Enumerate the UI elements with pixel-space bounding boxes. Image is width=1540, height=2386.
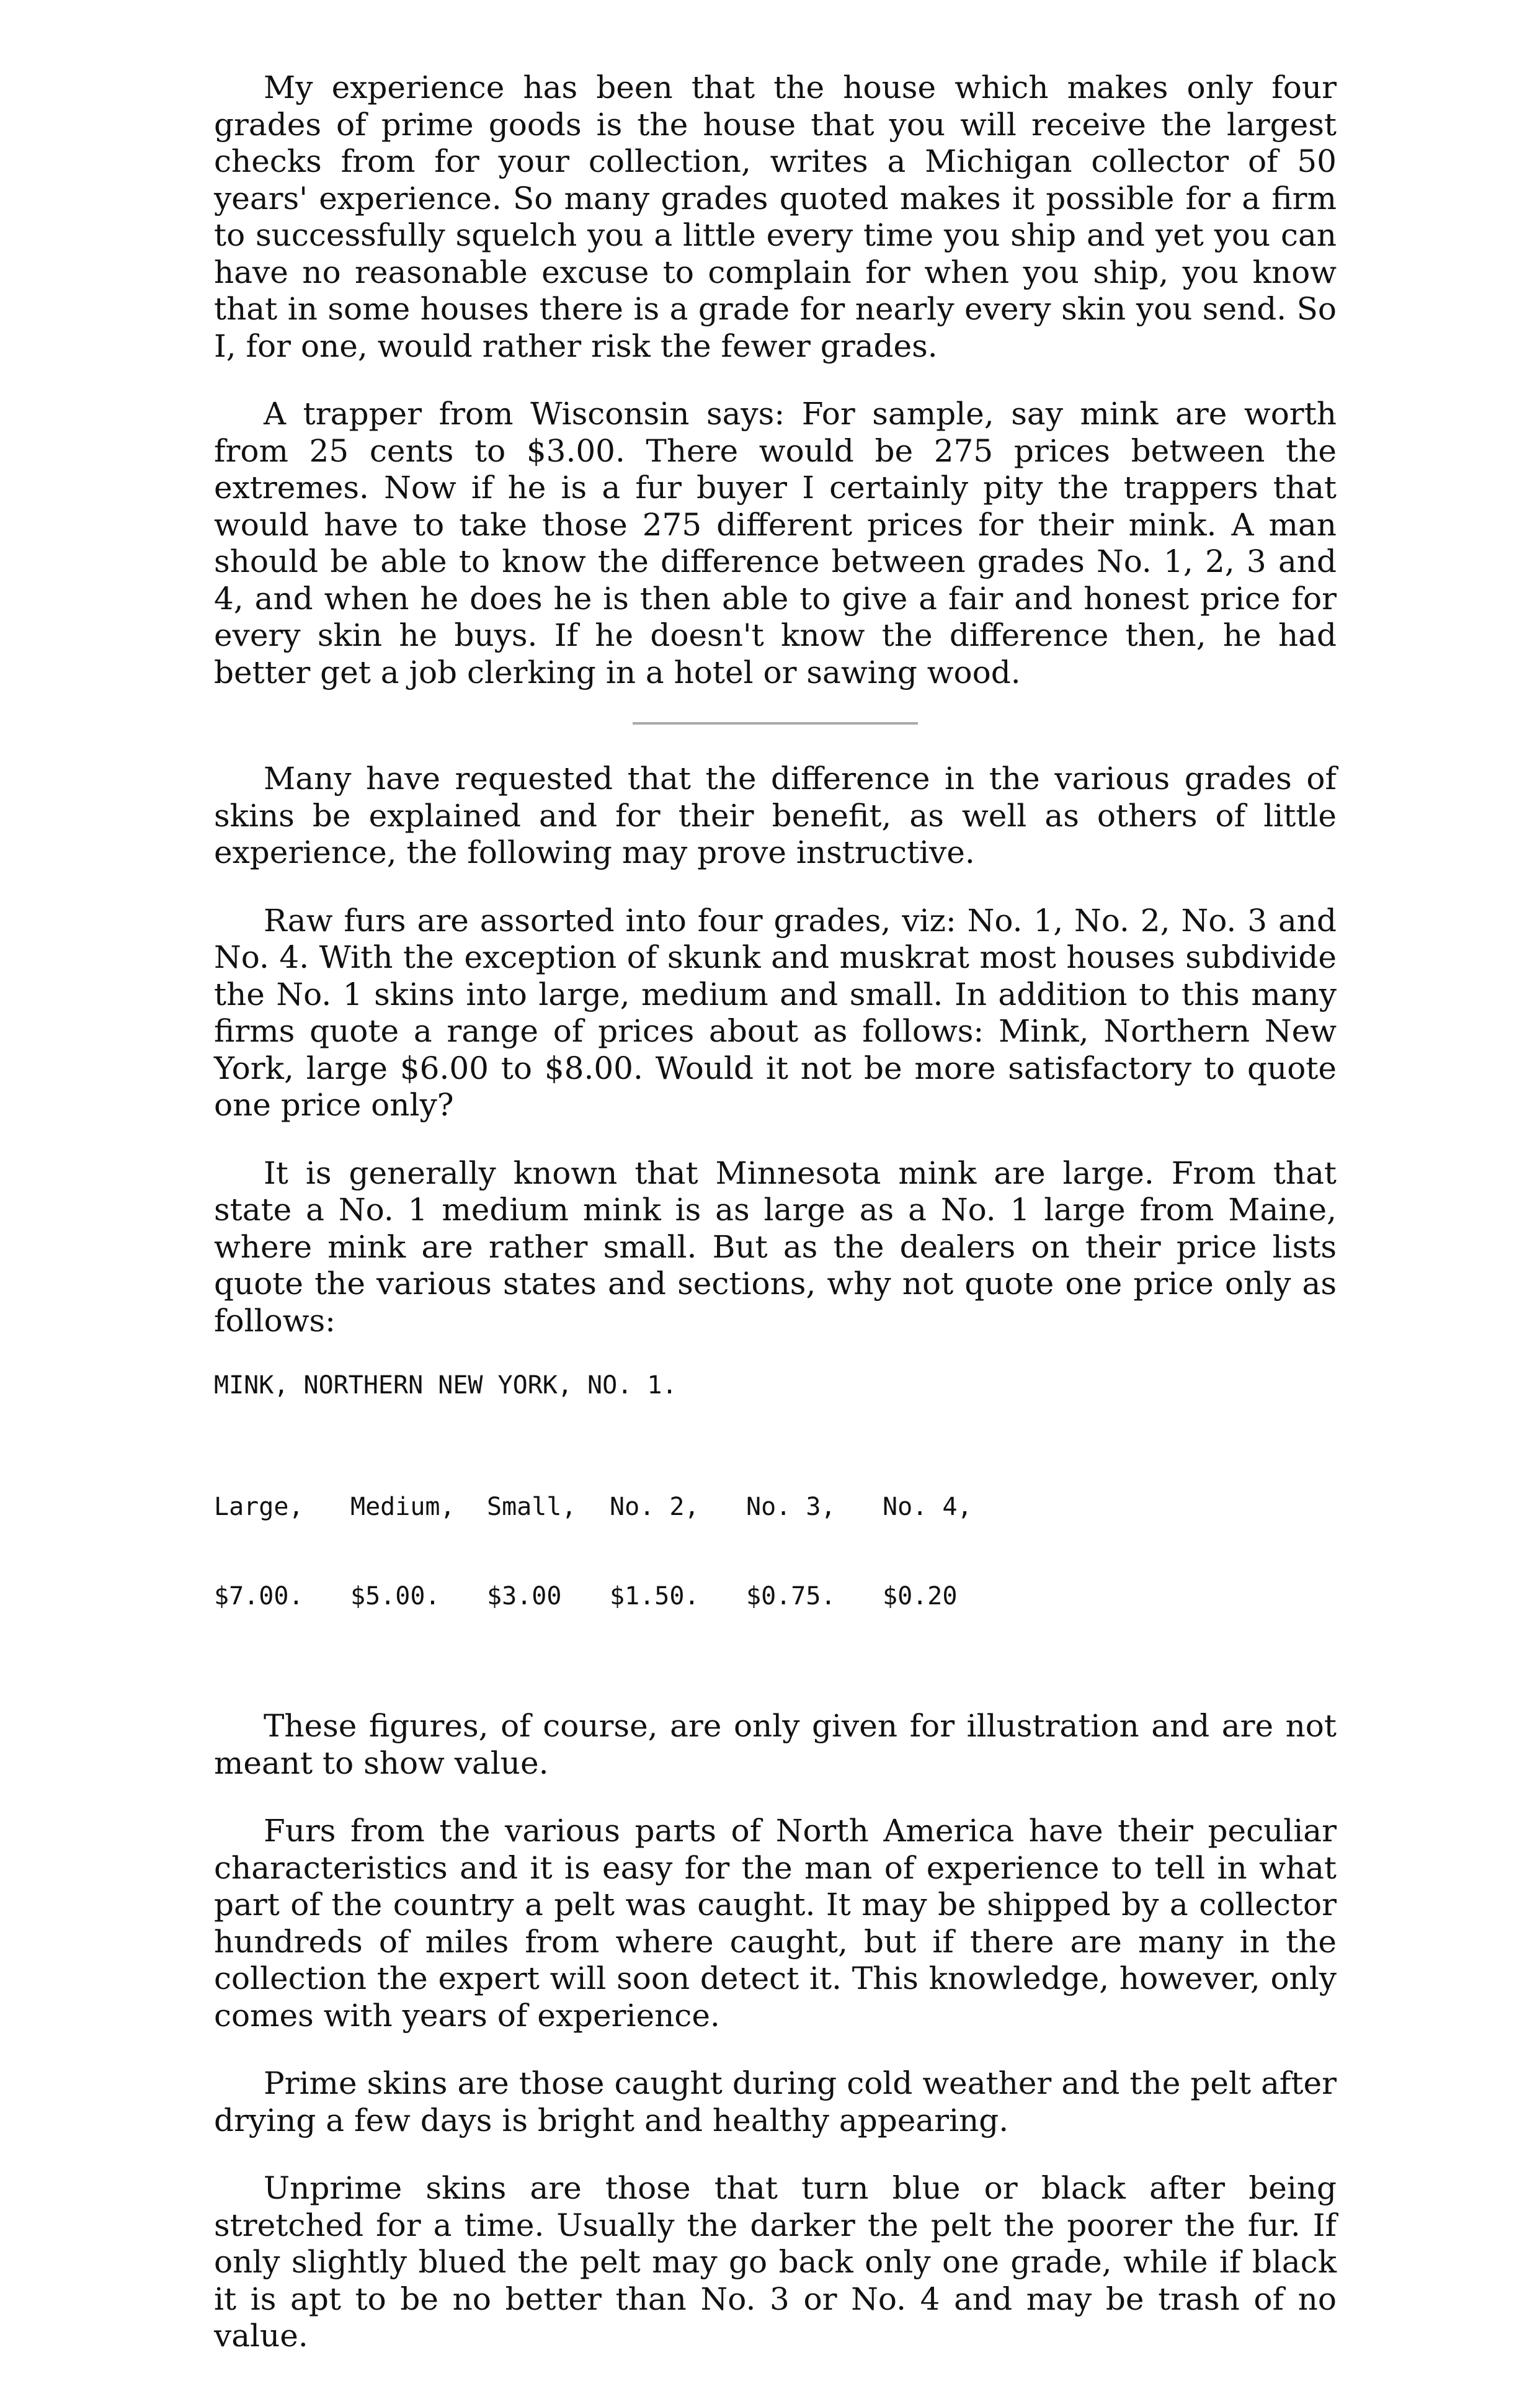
price-label-large: Large, xyxy=(214,1493,304,1521)
price-table xyxy=(214,1432,1337,1671)
paragraph-raw-fur-grades: Raw furs are assorted into four grades, viz: No. 1, No. 2, No. 3 and No. 4. With the exception of skunk and muskrat most houses subdivide the No. 1 skins into large, medium and small. In addition to this many firms quote a range of prices about as follows: Mink, Northern New York, large $6.00 to $8.00. Would it not be more satisfactory to quote one price only? xyxy=(214,902,1337,1123)
paragraph-wisconsin-trapper: A trapper from Wisconsin says: For sample, say mink are worth from 25 cents to $3.00. There would be 275 prices between the extremes. Now if he is a fur buyer I certainly pity the trappers that would have to take those 275 different prices for their mink. A man should be able to know the difference between grades No. 1, 2, 3 and 4, and when he does he is then able to give a fair and honest price for every skin he buys. If he doesn't know the difference then, he had better get a job clerking in a hotel or sawing wood. xyxy=(214,396,1337,690)
paragraph-michigan-collector: My experience has been that the house which makes only four grades of prime goods is the house that you will receive the largest checks from for your collection, writes a Michigan collector of 50 years' experience. So many grades quoted makes it possible for a firm to successfully squelch you a little every time you ship and yet you can have no reasonable excuse to complain for when you ship, you know that in some houses there is a grade for nearly every skin you send. So I, for one, would rather risk the fewer grades. xyxy=(214,69,1337,364)
price-label-no3: No. 3, xyxy=(746,1493,836,1521)
paragraph-regional-characteristics: Furs from the various parts of North America have their peculiar characteristics and it is easy for the man of experience to tell in what part of the country a pelt was caught. It may be shipped by a collector hundreds of miles from where caught, but if there are many in the collection the expert will soon detect it. This knowledge, however, only comes with years of experience. xyxy=(214,1813,1337,2034)
document-page xyxy=(214,69,1337,2386)
price-value-no4: $0.20 xyxy=(883,1582,958,1611)
price-value-large: $7.00. xyxy=(214,1582,304,1611)
price-label-small: Small, xyxy=(487,1493,577,1521)
price-label-no2: No. 2, xyxy=(610,1493,700,1521)
paragraph-grades-intro: Many have requested that the difference in the various grades of skins be explained and for their benefit, as well as others of little experience, the following may prove instructive. xyxy=(214,761,1337,870)
price-value-no3: $0.75. xyxy=(746,1582,836,1611)
price-table-labels-row xyxy=(214,1492,1337,1522)
paragraph-unprime-skins: Unprime skins are those that turn blue or black after being stretched for a time. Usually the darker the pelt the poorer the fur. If only slightly blued the pelt may go back only one grade, while if black it is apt to be no better than No. 3 or No. 4 and may be trash of no value. xyxy=(214,2170,1337,2354)
price-value-medium: $5.00. xyxy=(350,1582,440,1611)
paragraph-minnesota-mink: It is generally known that Minnesota mink are large. From that state a No. 1 medium mink is as large as a No. 1 large from Maine, where mink are rather small. But as the dealers on their price lists quote the various states and sections, why not quote one price only as follows: xyxy=(214,1155,1337,1339)
price-value-no2: $1.50. xyxy=(610,1582,700,1611)
price-table-heading: MINK, NORTHERN NEW YORK, NO. 1. xyxy=(214,1371,677,1400)
section-divider xyxy=(633,722,918,725)
price-value-small: $3.00 xyxy=(487,1582,562,1611)
paragraph-prime-skins: Prime skins are those caught during cold weather and the pelt after drying a few days is bright and healthy appearing. xyxy=(214,2065,1337,2138)
price-label-medium: Medium, xyxy=(350,1493,455,1521)
price-label-no4: No. 4, xyxy=(883,1493,973,1521)
paragraph-illustration-note: These figures, of course, are only given for illustration and are not meant to show value. xyxy=(214,1708,1337,1781)
price-table-values-row xyxy=(214,1581,1337,1611)
